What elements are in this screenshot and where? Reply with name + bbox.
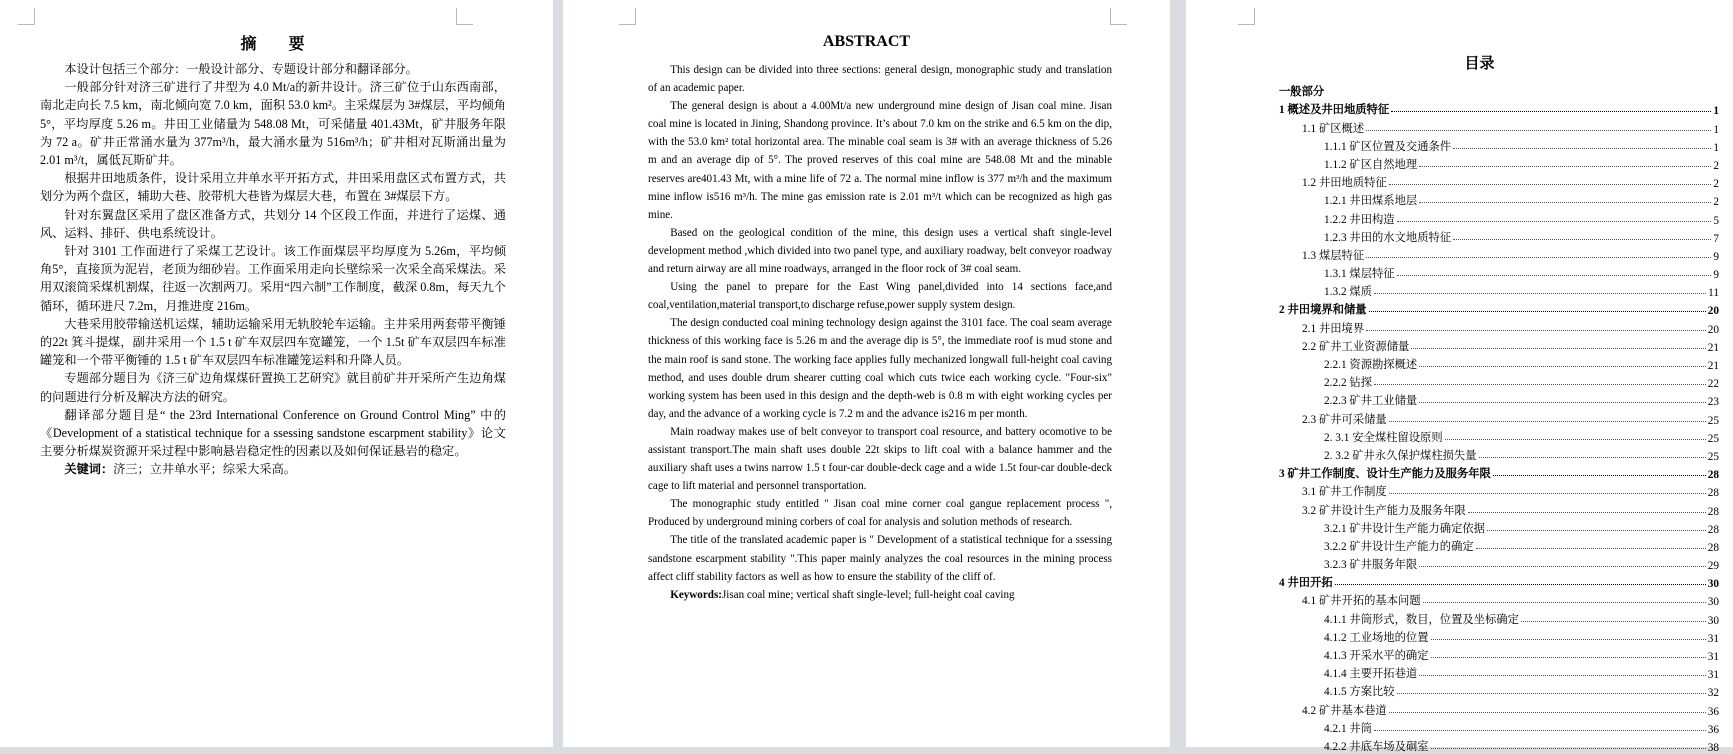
toc-entry-page: 1 bbox=[1713, 105, 1719, 118]
toc-entry-page: 20 bbox=[1707, 323, 1719, 336]
toc-entry[interactable] bbox=[1279, 281, 1719, 299]
toc-entry-title: 1.1 矿区概述 bbox=[1302, 122, 1365, 135]
toc-entry[interactable] bbox=[1279, 499, 1719, 517]
toc-entry[interactable] bbox=[1279, 117, 1719, 135]
abstract-paragraph: 翻译部分题目是“ the 23rd International Conference on Ground Control Ming” 中的《Development of a statistical technique for a ssessing sandstone escarpment stability》论文主要分析煤炭资源开采过程中影响悬岩稳定性的因素以及如何保证悬岩的稳定。 bbox=[40, 407, 506, 459]
toc-entry-page: 28 bbox=[1707, 505, 1719, 518]
toc-entry-title: 3.2.3 矿井服务年限 bbox=[1324, 559, 1418, 572]
toc-entry-title: 1.2.2 井田构造 bbox=[1324, 213, 1395, 226]
toc-entry[interactable] bbox=[1279, 354, 1719, 372]
toc-entry[interactable] bbox=[1279, 99, 1719, 117]
toc-entry-page: 9 bbox=[1713, 250, 1719, 263]
toc-leader-dots bbox=[1419, 165, 1711, 167]
toc-entry[interactable] bbox=[1279, 336, 1719, 354]
toc-leader-dots bbox=[1419, 674, 1706, 676]
keywords-text: 济三；立井单水平；综采大采高。 bbox=[113, 462, 296, 477]
english-abstract-title: ABSTRACT bbox=[822, 33, 911, 50]
toc-entry-title: 4.2.1 井筒 bbox=[1324, 722, 1373, 735]
toc-leader-dots bbox=[1374, 383, 1706, 385]
toc-entry[interactable] bbox=[1279, 590, 1719, 608]
toc-entry[interactable] bbox=[1279, 445, 1719, 463]
chinese-abstract-body bbox=[40, 60, 506, 479]
toc-entry-title: 4.2.2 井底车场及硐室 bbox=[1324, 740, 1429, 753]
toc-entry-title: 4.1.3 开采水平的确定 bbox=[1324, 650, 1429, 662]
toc-entry-title: 4 井田开拓 bbox=[1279, 577, 1333, 590]
toc-leader-dots bbox=[1397, 692, 1706, 694]
toc-entry-page: 25 bbox=[1707, 414, 1719, 427]
keywords-label: Keywords: bbox=[670, 588, 722, 601]
chinese-abstract-title: 摘 要 bbox=[240, 36, 313, 53]
toc-leader-dots bbox=[1366, 256, 1711, 258]
toc-leader-dots bbox=[1411, 347, 1705, 349]
abstract-paragraph: 一般部分针对济三矿进行了井型为 4.0 Mt/a的新井设计。济三矿位于山东西南部，南北走向长 7.5 km，南北倾向宽 7.0 km，面积 53.0 km²。主采煤层为 3#煤层，平均倾角 5°，平均厚度 5.26 m。井田工业储量为 548.08 Mt，可采储量 401.43Mt，矿井服务年限为 72 a。矿井正常涌水量为 377m³/h，最大涌水量为 516m³/h；矿井相对瓦斯涌出量为 2.01 m³/t，属低瓦斯矿井。 bbox=[40, 80, 506, 168]
toc-entry-page: 2 bbox=[1713, 159, 1719, 172]
toc-leader-dots bbox=[1453, 238, 1711, 240]
toc-entry-page: 28 bbox=[1707, 541, 1719, 554]
toc-leader-dots bbox=[1397, 220, 1712, 222]
toc-entry-page: 36 bbox=[1707, 705, 1719, 718]
toc-entry-page: 5 bbox=[1713, 214, 1719, 227]
toc-entry[interactable] bbox=[1279, 699, 1719, 717]
toc-entry[interactable] bbox=[1279, 663, 1719, 681]
toc-entry[interactable] bbox=[1279, 608, 1719, 626]
toc-entry[interactable] bbox=[1279, 390, 1719, 408]
toc-entry[interactable] bbox=[1279, 190, 1719, 208]
toc-leader-dots bbox=[1374, 292, 1706, 294]
english-abstract-body bbox=[648, 61, 1112, 604]
toc-entry-title: 3.2.2 矿井设计生产能力的确定 bbox=[1324, 540, 1474, 553]
toc-leader-dots bbox=[1391, 110, 1711, 112]
toc-leader-dots bbox=[1493, 474, 1706, 476]
page-chinese-abstract bbox=[0, 0, 553, 747]
toc-leader-dots bbox=[1419, 365, 1706, 367]
toc-leader-dots bbox=[1521, 620, 1706, 622]
abstract-paragraph: 根据井田地质条件，设计采用立井单水平开拓方式，井田采用盘区式布置方式，共划分为两个盘区，辅助大巷、胶带机大巷皆为煤层大巷，布置在 3#煤层下方。 bbox=[40, 171, 506, 204]
toc-entry-title: 1.3.2 煤质 bbox=[1324, 286, 1373, 299]
toc-entry[interactable] bbox=[1279, 317, 1719, 335]
toc-entry[interactable] bbox=[1279, 227, 1719, 245]
toc-entry-page: 11 bbox=[1708, 287, 1719, 300]
toc-entry-page: 32 bbox=[1707, 687, 1719, 700]
toc-entry-title: 1.3 煤层特征 bbox=[1302, 249, 1365, 262]
keywords-line bbox=[648, 586, 1112, 604]
toc-entry-page: 25 bbox=[1707, 432, 1719, 445]
abstract-paragraph: 针对东翼盘区采用了盘区准备方式，共划分 14 个区段工作面，并进行了运煤、通风、运料、排矸、供电系统设计。 bbox=[40, 207, 506, 240]
toc-entry-title: 3.2.1 矿井设计生产能力确定依据 bbox=[1324, 522, 1485, 535]
toc-entry-title: 2. 3.2 矿井永久保护煤柱损失量 bbox=[1324, 449, 1477, 462]
toc-leader-dots bbox=[1476, 547, 1706, 549]
toc-entry-title: 4.1.5 方案比较 bbox=[1324, 686, 1395, 699]
toc-entry-title: 2.2.2 钻探 bbox=[1324, 377, 1373, 390]
toc-entry-page: 36 bbox=[1707, 723, 1719, 736]
toc-entry-page: 30 bbox=[1707, 578, 1719, 591]
toc-entry-title: 2.1 井田境界 bbox=[1302, 322, 1365, 335]
toc-entry-page: 21 bbox=[1707, 360, 1719, 372]
toc-entry-title: 3.1 矿井工作制度 bbox=[1302, 486, 1387, 499]
abstract-paragraph: 专题部分题目为《济三矿边角煤煤矸置换工艺研究》就目前矿井开采所产生边角煤的问题进行分析及解决方法的研究。 bbox=[40, 371, 506, 404]
toc-leader-dots bbox=[1431, 656, 1706, 658]
toc-list bbox=[1279, 81, 1719, 754]
toc-entry[interactable] bbox=[1279, 245, 1719, 263]
toc-leader-dots bbox=[1397, 274, 1712, 276]
toc-entry[interactable] bbox=[1279, 263, 1719, 281]
toc-entry-title: 4.2 矿井基本巷道 bbox=[1302, 704, 1387, 717]
toc-entry-title: 1.1.1 矿区位置及交通条件 bbox=[1324, 140, 1452, 153]
toc-entry[interactable] bbox=[1279, 536, 1719, 554]
toc-entry-page: 21 bbox=[1707, 341, 1719, 354]
toc-entry-title: 1.1.2 矿区自然地理 bbox=[1324, 158, 1418, 171]
toc-entry-title: 1.2 井田地质特征 bbox=[1302, 177, 1387, 190]
toc-entry[interactable] bbox=[1279, 554, 1719, 572]
toc-leader-dots bbox=[1389, 420, 1706, 422]
toc-leader-dots bbox=[1419, 565, 1706, 567]
abstract-paragraph: 大巷采用胶带输送机运煤，辅助运输采用无轨胶轮车运输。主井采用两套带平衡锤的22t 箕斗提煤，副井采用一个 1.5 t 矿车双层四车宽罐笼，一个 1.5t 矿车双层四车标准罐笼和一个带平衡锤的 1.5 t 矿车双层四车标准罐笼运料和升降人员。 bbox=[40, 316, 506, 368]
page-corner-mark bbox=[18, 8, 35, 25]
toc-entry[interactable] bbox=[1279, 81, 1719, 99]
toc-leader-dots bbox=[1431, 747, 1706, 749]
toc-entry[interactable] bbox=[1279, 172, 1719, 190]
toc-entry[interactable] bbox=[1279, 136, 1719, 154]
toc-leader-dots bbox=[1389, 711, 1706, 713]
toc-title: 目录 bbox=[1464, 56, 1495, 72]
abstract-paragraph: Based on the geological condition of the mine, this design uses a vertical shaft single-level development method ,which divided into two panel type, and auxiliary roadway, belt conveyor roadway and return airway are all mine roadways, arranged in the floor rock of 3# coal seam. bbox=[648, 226, 1112, 276]
toc-entry-title: 2. 3.1 安全煤柱留设原则 bbox=[1324, 431, 1443, 444]
toc-entry-page: 22 bbox=[1707, 378, 1719, 391]
toc-entry-page: 30 bbox=[1707, 614, 1719, 627]
toc-leader-dots bbox=[1389, 492, 1706, 494]
toc-entry-title: 1 概述及井田地质特征 bbox=[1279, 104, 1390, 117]
toc-entry[interactable] bbox=[1279, 627, 1719, 645]
page-corner-mark bbox=[619, 8, 636, 25]
toc-entry-page: 31 bbox=[1707, 651, 1719, 663]
abstract-paragraph: Main roadway makes use of belt conveyor to transport coal resource, and battery ocomotive to be assistant transport.The main shaft uses double 22t skips to lift coal with a balance hammer and the auxiliary shaft uses a twins narrow 1.5 t four-car double-deck cage and a wide 1.5t four-car double-deck cage to lift material and personnel transportation. bbox=[648, 425, 1112, 493]
page-english-abstract bbox=[563, 0, 1170, 747]
toc-entry-title: 一般部分 bbox=[1279, 86, 1325, 99]
toc-entry[interactable] bbox=[1279, 736, 1719, 754]
toc-entry-page: 2 bbox=[1713, 196, 1719, 209]
toc-entry-title: 4.1.4 主要开拓巷道 bbox=[1324, 668, 1418, 681]
toc-entry-page: 25 bbox=[1707, 450, 1719, 463]
toc-entry-page: 28 bbox=[1707, 487, 1719, 500]
page-corner-mark bbox=[456, 8, 473, 25]
toc-entry-title: 1.2.1 井田煤系地层 bbox=[1324, 195, 1418, 208]
toc-leader-dots bbox=[1366, 129, 1711, 131]
toc-entry-title: 2.2.3 矿井工业储量 bbox=[1324, 395, 1418, 408]
toc-entry-page: 23 bbox=[1707, 396, 1719, 409]
abstract-paragraph: The monographic study entitled " Jisan coal mine corner coal gangue replacement process ", Produced by underground mining corbers of coal for analysis and solution methods of research. bbox=[648, 498, 1112, 529]
toc-entry-page: 2 bbox=[1713, 178, 1719, 191]
toc-entry-page: 29 bbox=[1707, 560, 1719, 573]
abstract-paragraph: This design can be divided into three sections: general design, monographic study and translation of an academic paper. bbox=[648, 64, 1112, 95]
toc-leader-dots bbox=[1445, 438, 1706, 440]
toc-leader-dots bbox=[1479, 456, 1706, 458]
toc-entry-page: 31 bbox=[1707, 669, 1719, 682]
toc-leader-dots bbox=[1487, 529, 1706, 531]
toc-leader-dots bbox=[1335, 583, 1706, 585]
abstract-paragraph: 本设计包括三个部分：一般设计部分、专题设计部分和翻译部分。 bbox=[64, 62, 418, 76]
toc-entry[interactable] bbox=[1279, 208, 1719, 226]
toc-entry-page: 1 bbox=[1713, 141, 1719, 154]
toc-entry-title: 4.1.2 工业场地的位置 bbox=[1324, 631, 1429, 644]
toc-entry-page: 28 bbox=[1707, 523, 1719, 536]
toc-leader-dots bbox=[1419, 401, 1706, 403]
toc-entry-page: 31 bbox=[1707, 632, 1719, 645]
toc-entry-title: 3.2 矿井设计生产能力及服务年限 bbox=[1302, 504, 1466, 517]
toc-entry[interactable] bbox=[1279, 463, 1719, 481]
toc-entry[interactable] bbox=[1279, 299, 1719, 317]
toc-entry-page: 30 bbox=[1707, 596, 1719, 609]
toc-leader-dots bbox=[1374, 729, 1706, 731]
toc-entry[interactable] bbox=[1279, 572, 1719, 590]
toc-entry[interactable] bbox=[1279, 372, 1719, 390]
toc-entry-page: 20 bbox=[1707, 305, 1719, 318]
toc-entry[interactable] bbox=[1279, 427, 1719, 445]
page-corner-mark bbox=[1238, 8, 1255, 25]
toc-entry-title: 2.3 矿井可采储量 bbox=[1302, 413, 1387, 426]
toc-leader-dots bbox=[1468, 511, 1706, 513]
keywords-text: Jisan coal mine; vertical shaft single-level; full-height coal caving bbox=[721, 588, 1015, 601]
toc-entry[interactable] bbox=[1279, 481, 1719, 499]
toc-entry-title: 1.2.3 井田的水文地质特征 bbox=[1324, 231, 1452, 244]
page-table-of-contents bbox=[1186, 0, 1733, 754]
toc-leader-dots bbox=[1423, 601, 1706, 603]
keywords-label: 关键词： bbox=[64, 462, 114, 477]
toc-entry-title: 4.1 矿井开拓的基本问题 bbox=[1302, 595, 1421, 608]
keywords-line bbox=[40, 460, 506, 478]
toc-leader-dots bbox=[1431, 638, 1706, 640]
toc-leader-dots bbox=[1366, 329, 1706, 331]
toc-entry-title: 2 井田境界和储量 bbox=[1279, 304, 1367, 317]
abstract-paragraph: The general design is about a 4.00Mt/a new underground mine design of Jisan coal mine. Jisan coal mine is located in Jining, Shandong province. It’s about 7.0 km on the strike and 6.5 km on the dip, with the 53.0 km² total horizontal area. The minable coal seam is 3# with an average thickness of 5.26 m and an average dip of 5°. The proved reserves of this coal mine are 548.08 Mt and the minable reserves are401.43 Mt, with a mine life of 72 a. The normal mine inflow is 377 m³/h and the maximum mine inflow is516 m³/h. The mine gas emission rate is 2.01 m³/t which can be recognized as high gas mine. bbox=[648, 100, 1112, 221]
toc-entry-page: 1 bbox=[1713, 123, 1719, 136]
toc-entry[interactable] bbox=[1279, 408, 1719, 426]
toc-entry[interactable] bbox=[1279, 518, 1719, 536]
toc-entry-title: 4.1.1 井筒形式，数目，位置及坐标确定 bbox=[1324, 613, 1519, 626]
toc-entry[interactable] bbox=[1279, 645, 1719, 663]
toc-leader-dots bbox=[1453, 147, 1711, 149]
toc-leader-dots bbox=[1419, 201, 1711, 203]
toc-entry[interactable] bbox=[1279, 718, 1719, 736]
abstract-paragraph: Using the panel to prepare for the East Wing panel,divided into 14 sections face,and coal,ventilation,material transport,to discharge refuse,power supply system design. bbox=[648, 281, 1112, 312]
toc-leader-dots bbox=[1389, 183, 1712, 185]
toc-entry-page: 7 bbox=[1713, 232, 1719, 245]
toc-entry-title: 1.3.1 煤层特征 bbox=[1324, 268, 1395, 281]
toc-leader-dots bbox=[1369, 310, 1706, 312]
toc-entry-page: 28 bbox=[1707, 469, 1719, 482]
page-corner-mark bbox=[1110, 8, 1127, 25]
toc-entry-page: 9 bbox=[1713, 269, 1719, 282]
abstract-paragraph: The title of the translated academic paper is " Development of a statistical technique for a ssessing sandstone escarpment stability ".This paper mainly analyzes the coal resources in the mining process affect cliff stability factors as well as how to ensure the stability of the cliff of. bbox=[648, 534, 1112, 583]
toc-entry[interactable] bbox=[1279, 154, 1719, 172]
abstract-paragraph: The design conducted coal mining technology design against the 3101 face. The coal seam average thickness of this working face is 5.26 m and the average dip is 5°, the immediate roof is mud stone and the main roof is sand stone. The working face applies fully mechanized longwall full-height coal caving method, and uses double drum shearer cutting coal which cuts twice each working cycle. "Four-six" working system has been used in this design and the depth-web is 0.8 m with eight working cycles per day, and the advance of a working cycle is 7.2 m and the advance is216 m per month. bbox=[648, 317, 1112, 420]
toc-entry-page: 38 bbox=[1707, 741, 1719, 754]
toc-entry-title: 2.2.1 资源勘探概述 bbox=[1324, 359, 1418, 371]
toc-entry-title: 2.2 矿井工业资源储量 bbox=[1302, 340, 1410, 353]
toc-entry[interactable] bbox=[1279, 681, 1719, 699]
toc-entry-title: 3 矿井工作制度、设计生产能力及服务年限 bbox=[1279, 468, 1491, 481]
abstract-paragraph: 针对 3101 工作面进行了采煤工艺设计。该工作面煤层平均厚度为 5.26m，平均倾角5°，直接顶为泥岩，老顶为细砂岩。工作面采用走向长壁综采一次采全高采煤法。采用双滚筒采煤机割煤，往返一次割两刀。采用“四六制”工作制度，截深 0.8m，每天九个循环，循环进尺 7.2m，月推进度 216m。 bbox=[40, 244, 506, 313]
